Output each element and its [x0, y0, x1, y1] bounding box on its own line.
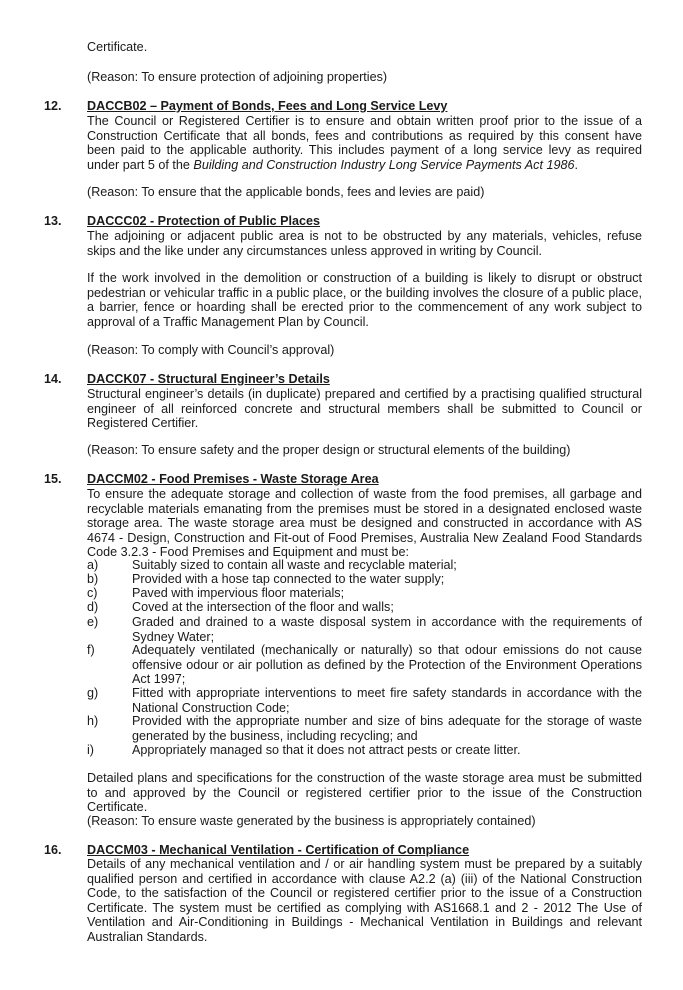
list-item: Adequately ventilated (mechanically or naturally) so that odour emissions do not cause offensive odour or air pollution as defined by the Protection of the Environment Operations Act 1997;	[132, 643, 642, 686]
list-item-label: e)	[87, 615, 99, 629]
list-item: Coved at the intersection of the floor and walls;	[132, 600, 394, 614]
list-item: Graded and drained to a waste disposal system in accordance with the requirements of Sydney Water;	[132, 615, 642, 644]
section-15-plans: Detailed plans and specifications for the construction of the waste storage area must be submitted to and approved by the Council or registered certifier prior to the issue of the Construction Certificate.	[87, 771, 642, 814]
list-item: Suitably sized to contain all waste and recyclable material;	[132, 558, 457, 572]
reason-adjoining: (Reason: To ensure protection of adjoining properties)	[87, 70, 388, 84]
act-title: Building and Construction Industry Long Service Payments Act 1986	[193, 157, 575, 172]
list-item-label: c)	[87, 586, 98, 600]
list-item: Fitted with appropriate interventions to meet fire safety standards in accordance with the National Construction Code;	[132, 686, 642, 715]
section-12-body: The Council or Registered Certifier is to ensure and obtain written proof prior to the issue of a Construction Certificate that all bonds, fees and contributions as required by this consent have been paid to the applicable authority. This includes payment of a long service levy as required under part 5 of the Building and Construction Industry Long Service Payments Act 1986.	[87, 114, 642, 172]
section-12-heading: DACCB02 – Payment of Bonds, Fees and Long Service Levy	[87, 99, 448, 113]
section-14-body: Structural engineer’s details (in duplicate) prepared and certified by a practising qualified structural engineer of all reinforced concrete and structural members shall be submitted to Council or Registered Certifier.	[87, 387, 642, 430]
list-item: Appropriately managed so that it does not attract pests or create litter.	[132, 743, 521, 757]
section-13-reason: (Reason: To comply with Council’s approval)	[87, 343, 335, 357]
list-item-label: d)	[87, 600, 99, 614]
section-16-number: 16.	[44, 843, 62, 857]
section-13-heading: DACCC02 - Protection of Public Places	[87, 214, 321, 228]
section-13-body-2: If the work involved in the demolition or construction of a building is likely to disrupt or obstruct pedestrian or vehicular traffic in a public place, or the building involves the closure of a public place, a barrier, fence or hoarding shall be erected prior to the commencement of any work subject to approval of a Traffic Management Plan by Council.	[87, 271, 642, 329]
section-14-number: 14.	[44, 372, 62, 386]
list-item-label: g)	[87, 686, 99, 700]
section-15-reason: (Reason: To ensure waste generated by the business is appropriately contained)	[87, 814, 536, 828]
section-15-heading: DACCM02 - Food Premises - Waste Storage Area	[87, 472, 379, 486]
section-15-number: 15.	[44, 472, 62, 486]
list-item: Provided with a hose tap connected to the water supply;	[132, 572, 445, 586]
list-item-label: h)	[87, 714, 99, 728]
list-item: Paved with impervious floor materials;	[132, 586, 345, 600]
list-item-label: b)	[87, 572, 99, 586]
section-14-heading: DACCK07 - Structural Engineer’s Details	[87, 372, 330, 386]
section-12-number: 12.	[44, 99, 62, 113]
list-item: Provided with the appropriate number and size of bins adequate for the storage of waste generated by the business, including recycling; and	[132, 714, 642, 743]
section-14-reason: (Reason: To ensure safety and the proper design or structural elements of the building)	[87, 443, 571, 457]
certificate-line: Certificate.	[87, 40, 148, 54]
section-13-number: 13.	[44, 214, 62, 228]
list-item-label: i)	[87, 743, 94, 757]
section-16-heading: DACCM03 - Mechanical Ventilation - Certification of Compliance	[87, 843, 470, 857]
section-16-body: Details of any mechanical ventilation and / or air handling system must be prepared by a suitably qualified person and certified in accordance with clause A2.2 (a) (iii) of the National Construction Code, to the satisfaction of the Council or registered certifier prior to the issue of a Construction Certificate. The system must be certified as complying with AS1668.1 and 2 - 2012 The Use of Ventilation and Air-Conditioning in Buildings - Mechanical Ventilation in Buildings and relevant Australian Standards.	[87, 857, 642, 944]
section-15-body: To ensure the adequate storage and collection of waste from the food premises, all garbage and recyclable materials emanating from the premises must be stored in a designated enclosed waste storage area. The waste storage area must be designed and constructed in accordance with AS 4674 - Design, Construction and Fit-out of Food Premises, Australia New Zealand Food Standards Code 3.2.3 - Food Premises and Equipment and must be:	[87, 487, 642, 559]
section-12-reason: (Reason: To ensure that the applicable bonds, fees and levies are paid)	[87, 185, 485, 199]
section-13-body-1: The adjoining or adjacent public area is not to be obstructed by any materials, vehicles, refuse skips and the like under any circumstances unless approved in writing by Council.	[87, 229, 642, 258]
list-item-label: a)	[87, 558, 99, 572]
list-item-label: f)	[87, 643, 95, 657]
